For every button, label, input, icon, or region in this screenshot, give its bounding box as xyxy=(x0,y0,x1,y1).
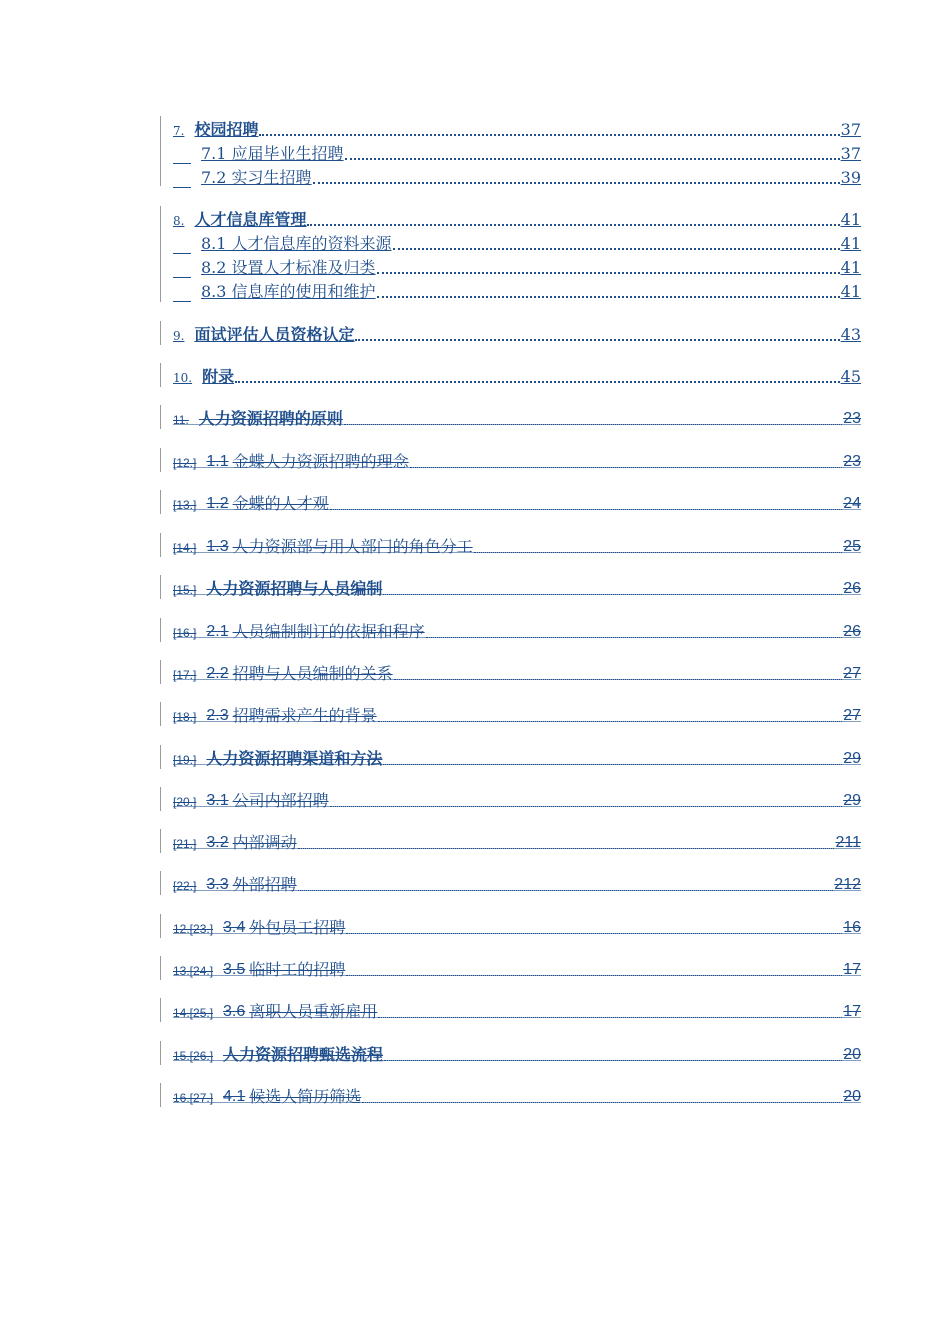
dot-leader xyxy=(330,509,843,510)
toc-entry[interactable] xyxy=(173,577,861,599)
toc-entry-number: 8. xyxy=(173,214,185,228)
toc-entry-section-number: 3.5 xyxy=(223,961,246,978)
toc-entry-number: 9. xyxy=(173,329,185,343)
revision-bar xyxy=(160,575,161,599)
dot-leader xyxy=(355,339,839,341)
toc-entry-title: 7.1 应届毕业生招聘 xyxy=(201,144,344,163)
revision-bar xyxy=(160,321,161,345)
toc-entry-page-number: 27 xyxy=(843,665,861,682)
revision-bar xyxy=(160,1083,161,1107)
toc-entry-title: 人力资源招聘渠道和方法 xyxy=(206,749,383,768)
revision-bar xyxy=(160,206,161,302)
toc-entry-page-number: 23 xyxy=(843,410,861,427)
toc-entry-title: 面试评估人员资格认定 xyxy=(194,325,355,344)
toc-entry[interactable] xyxy=(173,407,861,429)
dot-leader xyxy=(345,158,840,160)
dot-leader xyxy=(298,848,835,849)
toc-entry-page-number: 41 xyxy=(840,210,861,229)
toc-entry-page-number: 39 xyxy=(840,168,861,187)
toc-entry-page-number: 45 xyxy=(840,367,861,386)
toc-entry-section-number: 3.1 xyxy=(206,792,229,809)
revision-bar xyxy=(160,533,161,557)
toc-entry-number: [17.] xyxy=(173,668,197,682)
toc-entry-number: [13.] xyxy=(173,498,197,512)
revision-bar xyxy=(160,956,161,980)
toc-entry-number: 15.[26.] xyxy=(173,1049,214,1063)
toc-entry-section-number: 1.2 xyxy=(206,495,229,512)
toc-entry-title: 招聘与人员编制的关系 xyxy=(232,664,393,683)
toc-entry-number xyxy=(173,173,191,188)
toc-entry-number: [16.] xyxy=(173,626,197,640)
revision-bar xyxy=(160,363,161,387)
toc-entry[interactable] xyxy=(173,958,861,980)
toc-entry-number xyxy=(173,263,191,278)
dot-leader xyxy=(235,381,840,383)
toc-entry-title: 8.3 信息库的使用和维护 xyxy=(201,282,376,301)
toc-entry-title: 7.2 实习生招聘 xyxy=(201,168,312,187)
dot-leader xyxy=(346,975,842,976)
toc-entry-page-number: 37 xyxy=(840,120,861,139)
toc-entry[interactable] xyxy=(173,747,861,769)
toc-entry-page-number: 24 xyxy=(843,495,861,512)
toc-entry-number: [22.] xyxy=(173,879,197,893)
toc-entry[interactable] xyxy=(173,208,861,230)
toc-entry-title: 人力资源招聘的原则 xyxy=(198,409,343,428)
toc-entry-section-number: 4.1 xyxy=(223,1088,246,1105)
toc-entry[interactable] xyxy=(173,280,861,302)
toc-entry[interactable] xyxy=(173,232,861,254)
revision-bar xyxy=(160,448,161,472)
toc-entry-page-number: 29 xyxy=(843,792,861,809)
toc-entry-page-number: 17 xyxy=(843,1003,861,1020)
toc-entry-number: [21.] xyxy=(173,837,197,851)
toc-entry[interactable] xyxy=(173,323,861,345)
toc-entry-title: 外包员工招聘 xyxy=(249,918,346,937)
toc-entry-title: 离职人员重新雇用 xyxy=(249,1002,378,1021)
toc-entry[interactable] xyxy=(173,662,861,684)
toc-entry[interactable] xyxy=(173,873,861,895)
toc-entry-number xyxy=(173,149,191,164)
toc-entry-section-number: 3.2 xyxy=(206,834,229,851)
toc-entry-number: 7. xyxy=(173,124,185,138)
dot-leader xyxy=(426,637,843,638)
toc-entry-section-number: 1.3 xyxy=(206,538,229,555)
dot-leader xyxy=(377,296,840,298)
dot-leader xyxy=(383,594,842,595)
toc-entry-title: 公司内部招聘 xyxy=(232,791,329,810)
toc-entry[interactable] xyxy=(173,1043,861,1065)
toc-entry[interactable] xyxy=(173,142,861,164)
toc-entry-section-number: 2.1 xyxy=(206,623,229,640)
revision-bar xyxy=(160,914,161,938)
toc-entry-title: 外部招聘 xyxy=(232,875,297,894)
toc-entry-title: 人才信息库管理 xyxy=(194,210,307,229)
toc-entry-number: 14.[25.] xyxy=(173,1006,214,1020)
toc-entry-number: 13.[24.] xyxy=(173,964,214,978)
toc-entry[interactable] xyxy=(173,492,861,514)
toc-entry[interactable] xyxy=(173,789,861,811)
dot-leader xyxy=(330,806,843,807)
toc-entry[interactable] xyxy=(173,831,861,853)
toc-entry-page-number: 27 xyxy=(843,707,861,724)
dot-leader xyxy=(378,1017,842,1018)
toc-entry-title: 8.2 设置人才标准及归类 xyxy=(201,258,376,277)
revision-bar xyxy=(160,618,161,642)
toc-entry-number: 16.[27.] xyxy=(173,1091,214,1105)
revision-bar xyxy=(160,1041,161,1065)
toc-entry-title: 人力资源部与用人部门的角色分工 xyxy=(232,537,473,556)
toc-entry[interactable] xyxy=(173,450,861,472)
toc-entry-page-number: 17 xyxy=(843,961,861,978)
toc-entry-page-number: 37 xyxy=(840,144,861,163)
dot-leader xyxy=(383,764,842,765)
revision-bar xyxy=(160,116,161,186)
toc-entry-number: [20.] xyxy=(173,795,197,809)
dot-leader xyxy=(313,182,840,184)
revision-bar xyxy=(160,405,161,429)
toc-entry-page-number: 26 xyxy=(843,623,861,640)
toc-entry-number: [14.] xyxy=(173,541,197,555)
toc-entry-title: 8.1 人才信息库的资料来源 xyxy=(201,234,392,253)
toc-entry-number: [12.] xyxy=(173,456,197,470)
toc-entry-section-number: 3.3 xyxy=(206,876,229,893)
dot-leader xyxy=(378,721,843,722)
toc-entry-title: 金蝶的人才观 xyxy=(232,494,329,513)
dot-leader xyxy=(410,467,843,468)
revision-bar xyxy=(160,871,161,895)
toc-entry-page-number: 20 xyxy=(843,1046,861,1063)
toc-entry-number: 10. xyxy=(173,371,193,385)
toc-entry-number: [15.] xyxy=(173,583,197,597)
toc-entry[interactable] xyxy=(173,365,861,387)
toc-entry-section-number: 3.4 xyxy=(223,919,246,936)
toc-entry-page-number: 29 xyxy=(843,750,861,767)
dot-leader xyxy=(394,679,843,680)
toc-entry[interactable] xyxy=(173,166,861,188)
dot-leader xyxy=(377,272,840,274)
toc-entry-title: 候选人简历筛选 xyxy=(249,1087,362,1106)
dot-leader xyxy=(259,134,839,136)
dot-leader xyxy=(393,248,840,250)
toc-entry-page-number: 41 xyxy=(840,234,861,253)
toc-entry[interactable] xyxy=(173,1085,861,1107)
toc-entry[interactable] xyxy=(173,620,861,642)
toc-entry-title: 内部调动 xyxy=(232,833,297,852)
toc-entry-title: 招聘需求产生的背景 xyxy=(232,706,377,725)
toc-entry-title: 附录 xyxy=(202,367,235,386)
toc-entry-number xyxy=(173,287,191,302)
revision-bar xyxy=(160,829,161,853)
toc-entry-page-number: 16 xyxy=(843,919,861,936)
revision-bar xyxy=(160,998,161,1022)
toc-entry-page-number: 41 xyxy=(840,282,861,301)
toc-entry-page-number: 43 xyxy=(840,325,861,344)
dot-leader xyxy=(298,890,834,891)
toc-entry-page-number: 26 xyxy=(843,580,861,597)
toc-entry-section-number: 3.6 xyxy=(223,1003,246,1020)
toc-entry[interactable] xyxy=(173,1000,861,1022)
toc-entry[interactable] xyxy=(173,535,861,557)
toc-entry-page-number: 211 xyxy=(835,834,861,851)
toc-entry-page-number: 23 xyxy=(843,453,861,470)
toc-entry[interactable] xyxy=(173,916,861,938)
dot-leader xyxy=(384,1060,842,1061)
toc-entry-page-number: 212 xyxy=(834,876,861,893)
revision-bar xyxy=(160,745,161,769)
toc-entry[interactable] xyxy=(173,118,861,140)
toc-entry-page-number: 25 xyxy=(843,538,861,555)
toc-entry-title: 临时工的招聘 xyxy=(249,960,346,979)
toc-entry-number xyxy=(173,239,191,254)
dot-leader xyxy=(344,424,842,425)
toc-entry-title: 校园招聘 xyxy=(194,120,259,139)
toc-entry-number: [19.] xyxy=(173,753,197,767)
toc-entry-number: [18.] xyxy=(173,710,197,724)
revision-bar xyxy=(160,702,161,726)
dot-leader xyxy=(346,933,842,934)
toc-entry-section-number: 2.3 xyxy=(206,707,229,724)
toc-entry-section-number: 1.1 xyxy=(206,453,229,470)
dot-leader xyxy=(307,224,839,226)
dot-leader xyxy=(362,1102,842,1103)
revision-bar xyxy=(160,490,161,514)
toc-entry-number: 12.[23.] xyxy=(173,922,214,936)
toc-entry-page-number: 20 xyxy=(843,1088,861,1105)
toc-entry[interactable] xyxy=(173,704,861,726)
toc-entry-title: 人力资源招聘与人员编制 xyxy=(206,579,383,598)
dot-leader xyxy=(474,552,843,553)
revision-bar xyxy=(160,660,161,684)
toc-entry-number: 11. xyxy=(173,413,189,427)
toc-entry-title: 人力资源招聘甄选流程 xyxy=(223,1045,384,1064)
toc-entry-section-number: 2.2 xyxy=(206,665,229,682)
revision-bar xyxy=(160,787,161,811)
toc-entry[interactable] xyxy=(173,256,861,278)
toc-entry-title: 金蝶人力资源招聘的理念 xyxy=(232,452,409,471)
toc-entry-title: 人员编制制订的依据和程序 xyxy=(232,622,425,641)
toc-entry-page-number: 41 xyxy=(840,258,861,277)
